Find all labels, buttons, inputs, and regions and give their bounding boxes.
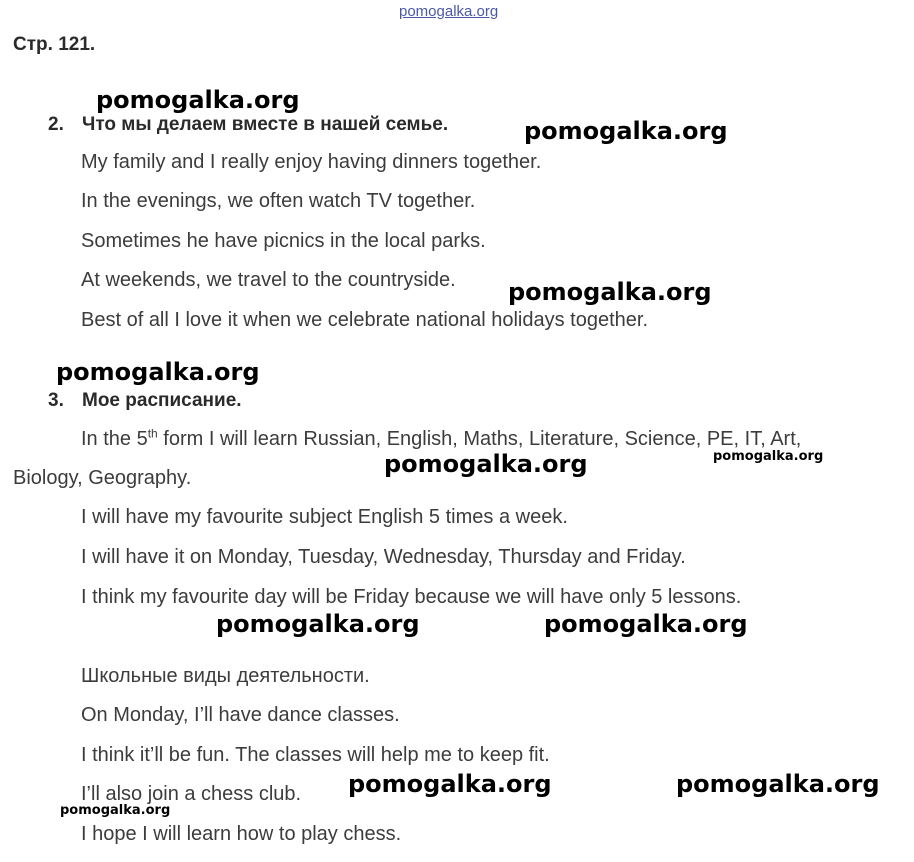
watermark: pomogalka.org	[96, 86, 300, 114]
section-2-line-1: My family and I really enjoy having dinners together.	[81, 151, 542, 173]
section-2-line-5: Best of all I love it when we celebrate national holidays together.	[81, 309, 649, 331]
activities-title: Школьные виды деятельности.	[81, 665, 370, 687]
section-3-intro-rest: form I will learn Russian, English, Maths, Literature, Science, PE, IT, Art,	[157, 428, 802, 450]
activities-line-4: I hope I will learn how to play chess.	[81, 823, 402, 845]
section-2-line-4: At weekends, we travel to the countryside.	[81, 269, 456, 291]
section-3-intro-start: In the 5	[81, 428, 148, 450]
section-3-intro-superscript: th	[147, 426, 158, 441]
site-link[interactable]: pomogalka.org	[399, 3, 499, 20]
watermark: pomogalka.org	[676, 770, 880, 798]
section-2-line-3: Sometimes he have picnics in the local parks.	[81, 230, 486, 252]
watermark: pomogalka.org	[216, 610, 420, 638]
watermark: pomogalka.org	[60, 803, 171, 818]
watermark: pomogalka.org	[713, 449, 824, 464]
watermark: pomogalka.org	[544, 610, 748, 638]
section-3-number: 3.	[48, 390, 64, 411]
section-3-line-1: I will have my favourite subject English 5 times a week.	[81, 506, 568, 528]
section-3-line-3: I think my favourite day will be Friday because we will have only 5 lessons.	[81, 586, 742, 608]
page-reference: Стр. 121.	[13, 34, 96, 55]
activities-line-3: I’ll also join a chess club.	[81, 783, 302, 805]
watermark: pomogalka.org	[348, 770, 552, 798]
section-3-title: Мое расписание.	[82, 390, 242, 411]
section-3-intro-continuation: Biology, Geography.	[13, 467, 192, 489]
activities-line-2: I think it’ll be fun. The classes will help me to keep fit.	[81, 744, 550, 766]
section-3-intro	[81, 428, 801, 451]
section-2-heading	[48, 114, 448, 136]
section-3-heading	[48, 390, 242, 412]
section-2-number: 2.	[48, 114, 64, 135]
section-2-line-2: In the evenings, we often watch TV together.	[81, 190, 476, 212]
watermark: pomogalka.org	[508, 278, 712, 306]
watermark: pomogalka.org	[56, 358, 260, 386]
section-3-line-2: I will have it on Monday, Tuesday, Wednesday, Thursday and Friday.	[81, 546, 686, 568]
watermark: pomogalka.org	[524, 117, 728, 145]
section-2-title: Что мы делаем вместе в нашей семье.	[82, 114, 449, 135]
activities-line-1: On Monday, I’ll have dance classes.	[81, 704, 400, 726]
watermark: pomogalka.org	[384, 450, 588, 478]
